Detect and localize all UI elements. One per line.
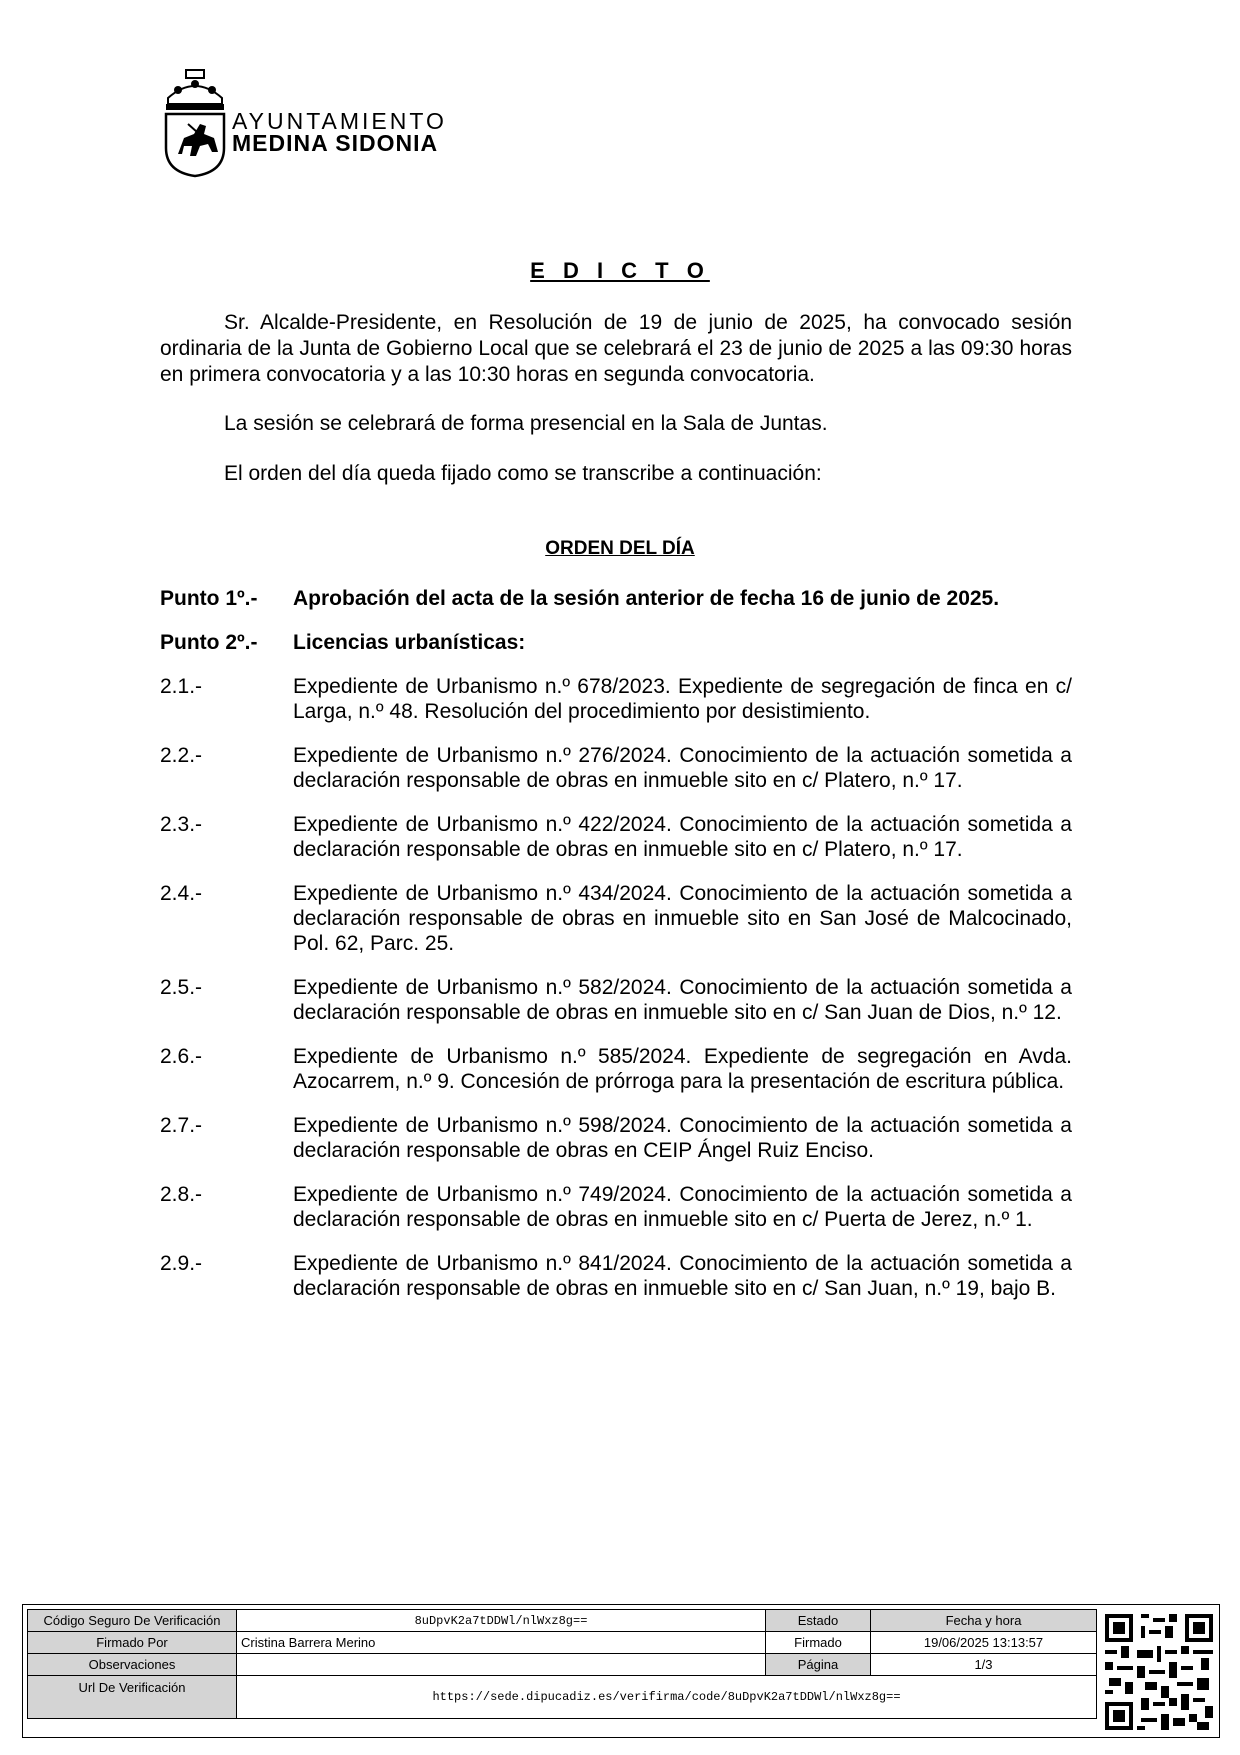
agenda-item-number: 2.7.- [160, 1114, 203, 1137]
signature-verification-footer [22, 1604, 1220, 1738]
agenda-item-number: 2.9.- [160, 1252, 203, 1275]
observaciones-value [237, 1654, 766, 1676]
agenda-item-number: 2.5.- [160, 976, 203, 999]
agenda-item-number: Punto 1º.- [160, 587, 258, 610]
agenda-item-text: Expediente de Urbanismo n.º 434/2024. Conocimiento de la actuación sometida a declaración responsable de obras en inmueble sito en San José de Malcocinado, Pol. 62, Parc. 25. [293, 882, 1072, 955]
agenda-item [160, 975, 1072, 1025]
verification-table [27, 1609, 1097, 1719]
logo-text-ayuntamiento: AYUNTAMIENTO [232, 108, 447, 134]
agenda-item [160, 630, 1072, 655]
agenda-item-number: 2.4.- [160, 882, 203, 905]
agenda-item-text: Expediente de Urbanismo n.º 276/2024. Conocimiento de la actuación sometida a declaración responsable de obras en inmueble sito en c/ Platero, n.º 17. [293, 744, 1072, 792]
pagina-label: Página [766, 1654, 871, 1676]
fecha-value: 19/06/2025 13:13:57 [871, 1632, 1097, 1654]
qr-code-icon [1105, 1613, 1213, 1731]
estado-label: Estado [766, 1610, 871, 1632]
url-label: Url De Verificación [28, 1676, 237, 1719]
agenda-item [160, 1113, 1072, 1163]
agenda-item [160, 881, 1072, 956]
agenda-list [160, 586, 1072, 1320]
agenda-item-number: 2.1.- [160, 675, 203, 698]
agenda-item-text: Expediente de Urbanismo n.º 422/2024. Conocimiento de la actuación sometida a declaración responsable de obras en inmueble sito en c/ Platero, n.º 17. [293, 813, 1072, 861]
logo-text-medina-sidonia: MEDINA SIDONIA [232, 130, 439, 156]
agenda-item-number: Punto 2º.- [160, 631, 258, 654]
agenda-item-number: 2.2.- [160, 744, 203, 767]
municipal-logo [160, 68, 460, 178]
fecha-label: Fecha y hora [871, 1610, 1097, 1632]
agenda-item [160, 586, 1072, 611]
agenda-item [160, 1182, 1072, 1232]
agenda-intro-paragraph: El orden del día queda fijado como se transcribe a continuación: [224, 462, 822, 485]
agenda-item-text: Expediente de Urbanismo n.º 585/2024. Expediente de segregación en Avda. Azocarrem, n.º 9. Concesión de prórroga para la presentación de escritura pública. [293, 1045, 1072, 1093]
observaciones-label: Observaciones [28, 1654, 237, 1676]
agenda-item-text: Expediente de Urbanismo n.º 678/2023. Expediente de segregación de finca en c/ Larga, n.º 48. Resolución del procedimiento por desistimiento. [293, 675, 1072, 723]
intro-paragraph: Sr. Alcalde-Presidente, en Resolución de 19 de junio de 2025, ha convocado sesión ordinaria de la Junta de Gobierno Local que se celebrará el 23 de junio de 2025 a las 09:30 horas en primera convocatoria y a las 10:30 horas en segunda convocatoria. [160, 311, 1072, 386]
document-title: E D I C T O [530, 258, 710, 283]
firmado-label: Firmado Por [28, 1632, 237, 1654]
agenda-item-number: 2.6.- [160, 1045, 203, 1068]
csv-label: Código Seguro De Verificación [28, 1610, 237, 1632]
csv-value: 8uDpvK2a7tDDWl/nlWxz8g== [237, 1610, 766, 1632]
agenda-item-text: Expediente de Urbanismo n.º 598/2024. Conocimiento de la actuación sometida a declaración responsable de obras en CEIP Ángel Ruiz Enciso. [293, 1114, 1072, 1162]
agenda-item [160, 1251, 1072, 1301]
agenda-item-text: Aprobación del acta de la sesión anterior de fecha 16 de junio de 2025. [293, 587, 1000, 610]
agenda-item-text: Expediente de Urbanismo n.º 841/2024. Conocimiento de la actuación sometida a declaración responsable de obras en inmueble sito en c/ San Juan, n.º 19, bajo B. [293, 1252, 1072, 1300]
agenda-item-number: 2.3.- [160, 813, 203, 836]
session-location-paragraph: La sesión se celebrará de forma presencial en la Sala de Juntas. [224, 412, 828, 435]
agenda-item [160, 743, 1072, 793]
estado-value: Firmado [766, 1632, 871, 1654]
verification-url-link[interactable]: https://sede.dipucadiz.es/verifirma/code/8uDpvK2a7tDDWl/nlWxz8g== [237, 1676, 1097, 1719]
firmado-value: Cristina Barrera Merino [237, 1632, 766, 1654]
coat-of-arms-icon [160, 68, 230, 178]
agenda-item-text: Licencias urbanísticas: [293, 631, 526, 654]
agenda-item [160, 812, 1072, 862]
agenda-item [160, 1044, 1072, 1094]
agenda-item-number: 2.8.- [160, 1183, 203, 1206]
pagina-value: 1/3 [871, 1654, 1097, 1676]
agenda-item-text: Expediente de Urbanismo n.º 582/2024. Conocimiento de la actuación sometida a declaración responsable de obras en inmueble sito en c/ San Juan de Dios, n.º 12. [293, 976, 1072, 1024]
agenda-item [160, 674, 1072, 724]
agenda-item-text: Expediente de Urbanismo n.º 749/2024. Conocimiento de la actuación sometida a declaración responsable de obras en inmueble sito en c/ Puerta de Jerez, n.º 1. [293, 1183, 1072, 1231]
agenda-title: ORDEN DEL DÍA [545, 538, 695, 559]
